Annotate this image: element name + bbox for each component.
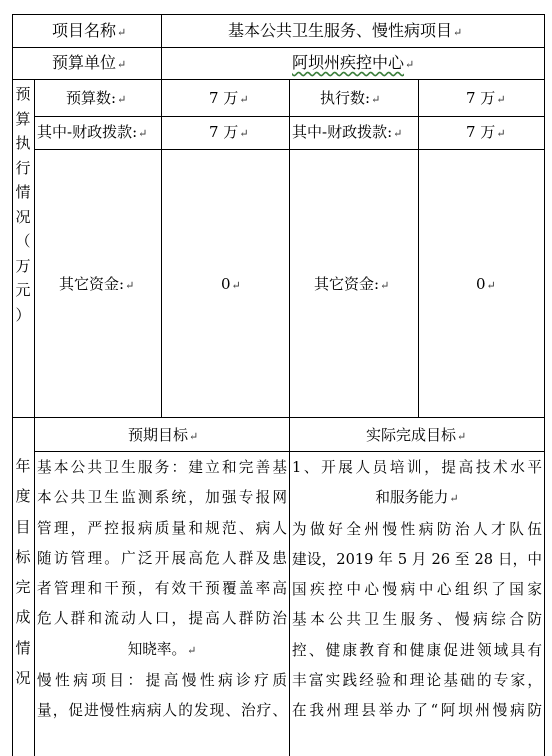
project-name-value: 基本公共卫生服务、慢性病项目↵ xyxy=(228,21,463,40)
other-funds-label: 其它资金:↵ xyxy=(59,275,135,293)
expected-goals-text xyxy=(37,453,287,727)
other-funds-value: 0↵ xyxy=(221,275,241,293)
budget-unit-value: 阿坝州疾控中心↵ xyxy=(292,53,415,72)
actual-line: 在我州理县举办了“阿坝州慢病防 xyxy=(292,702,542,720)
expected-line: 慢性病项目：提高慢性病诊疗质 xyxy=(37,672,287,690)
expected-line: 者管理和干预，有效干预覆盖率高 xyxy=(37,580,287,598)
expected-line: 危人群和流动人口，提高人群防治 xyxy=(37,610,287,628)
other-funds-exec-label: 其它资金:↵ xyxy=(314,275,390,293)
fiscal-allocation-label: 其中-财政拨款:↵ xyxy=(37,123,148,141)
annual-goals-side-label: 年 度 目 标 完 成 情 况 xyxy=(15,457,31,688)
expected-line: 管理，严控报病质量和规范、病人 xyxy=(37,519,287,537)
expected-line: 量，促进慢性病病人的发现、治疗、 xyxy=(37,702,287,720)
project-name-label: 项目名称↵ xyxy=(52,21,127,40)
actual-line: 丰富实践经验和理论基础的专家， xyxy=(292,672,542,690)
actual-line: 1、开展人员培训，提高技术水平 xyxy=(292,459,542,476)
expected-line: 基本公共卫生服务：建立和完善基 xyxy=(37,459,287,476)
actual-line: 为做好全州慢性病防治人才队伍 xyxy=(292,520,542,538)
expected-line: 知晓率。↵ xyxy=(127,640,197,658)
executed-amount-value: 7 万↵ xyxy=(466,89,506,107)
actual-line: 控、健康教育和健康促进领域具有 xyxy=(292,641,542,659)
other-funds-exec-value: 0↵ xyxy=(476,275,496,293)
expected-line: 本公共卫生监测系统，加强专报网 xyxy=(37,489,287,507)
actual-line: 国疾控中心慢病中心组织了国家 xyxy=(292,581,542,599)
expected-goals-header: 预期目标↵ xyxy=(128,426,199,444)
expected-line: 随访管理。广泛开展高危人群及患 xyxy=(37,549,287,567)
actual-goals-text xyxy=(292,453,542,727)
actual-line: 建设，2019 年 5 月 26 至 28 日，中 xyxy=(292,550,542,568)
budget-amount-label: 预算数:↵ xyxy=(66,89,127,107)
budget-execution-side-label: 预 算 执 行 情 况 （ 万 元 ） xyxy=(15,85,31,324)
actual-goals-header: 实际完成目标↵ xyxy=(366,426,467,444)
budget-amount-value: 7 万↵ xyxy=(209,89,249,107)
budget-unit-label: 预算单位↵ xyxy=(52,53,127,72)
fiscal-allocation-value: 7 万↵ xyxy=(209,123,249,141)
actual-line: 和服务能力↵ xyxy=(375,489,459,507)
executed-amount-label: 执行数:↵ xyxy=(320,89,381,107)
fiscal-executed-label: 其中-财政拨款:↵ xyxy=(292,123,403,141)
fiscal-executed-value: 7 万↵ xyxy=(466,123,506,141)
actual-line: 基本公共卫生服务、慢病综合防 xyxy=(292,611,542,629)
